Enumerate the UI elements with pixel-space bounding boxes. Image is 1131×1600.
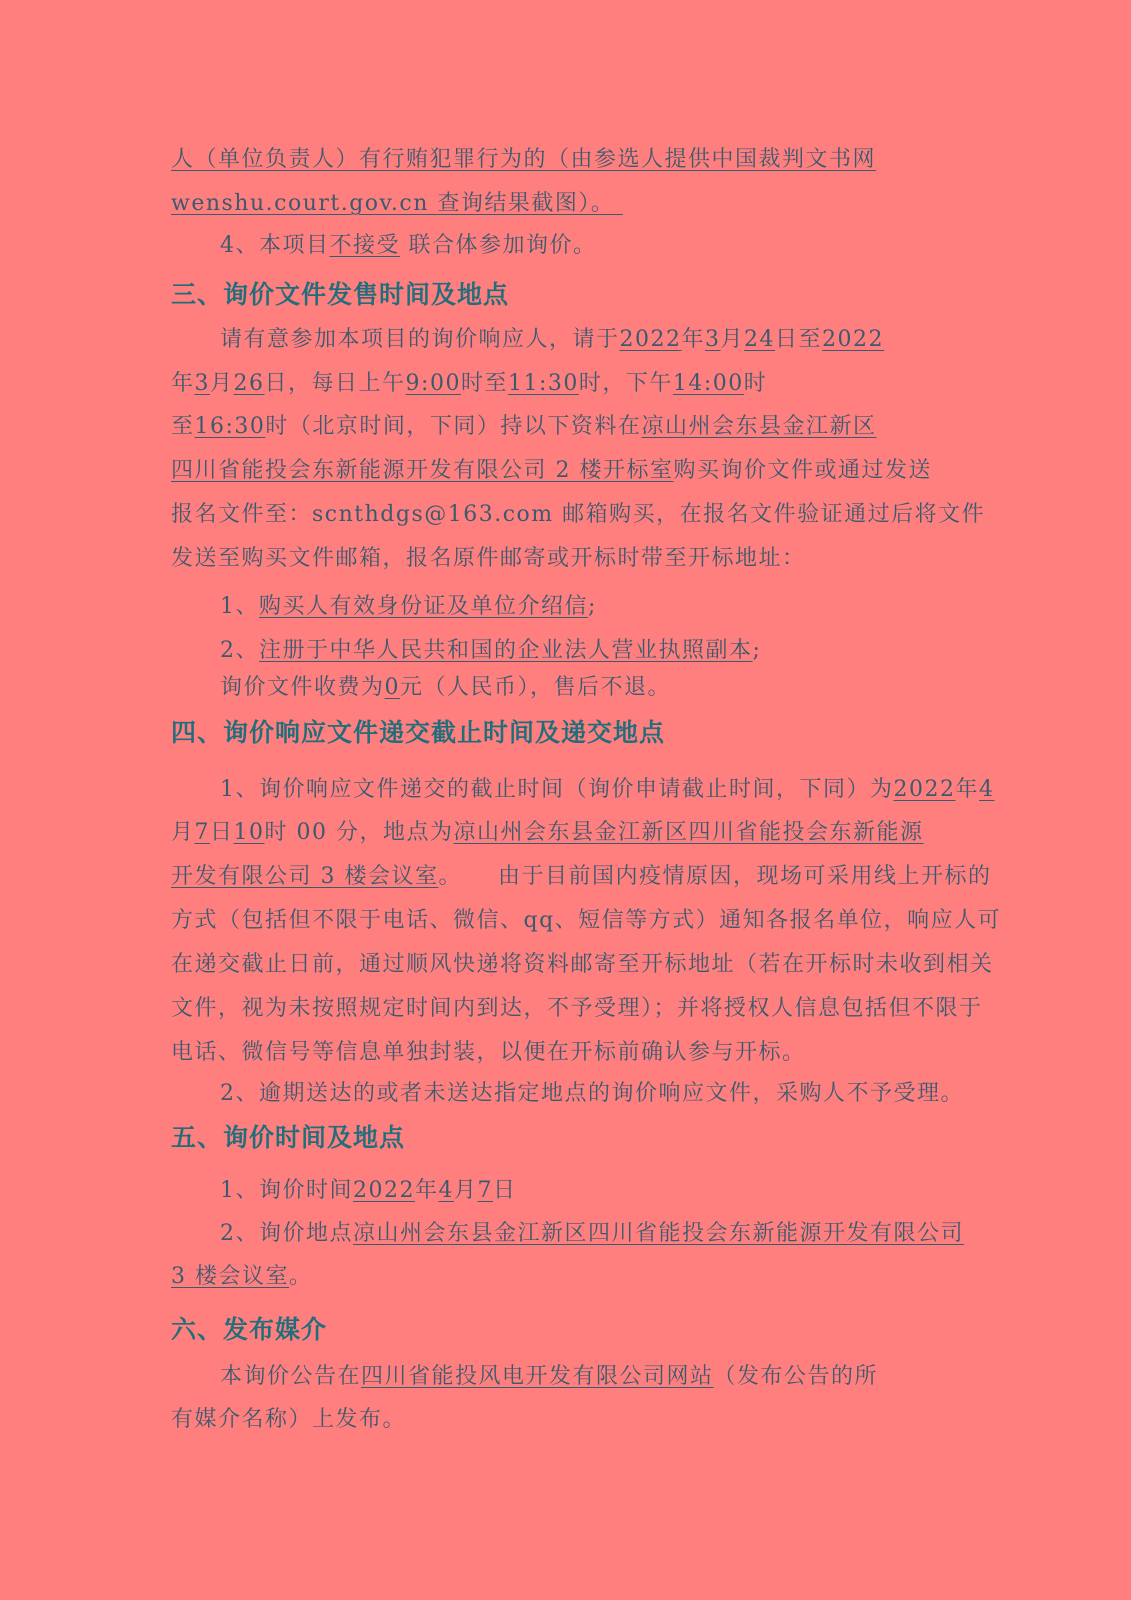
submit-location-part-1: 凉山州会东县金江新区四川省能投会东新能源 [453, 820, 924, 845]
s6-line-1 [220, 1362, 961, 1392]
text: 2、 [220, 638, 259, 663]
text: 2、询价地点 [220, 1221, 353, 1246]
text: 日，每日上午 [264, 371, 406, 396]
s4-line-8: 2、逾期送达的或者未送达指定地点的询价响应文件，采购人不予受理。 [220, 1081, 964, 1106]
deadline-day: 7 [194, 820, 211, 845]
s3-item-2 [220, 636, 961, 666]
text: 本询价公告在 [220, 1364, 362, 1389]
submit-location-part-2: 开发有限公司 3 楼会议室 [171, 864, 439, 889]
text: 时 00 分，地点为 [264, 820, 454, 845]
consortium-value: 不接受 [329, 233, 401, 258]
s5-line-2 [220, 1219, 965, 1249]
text: 至 [171, 414, 195, 439]
text: 由于目前国内疫情原因，现场可采用线上开标的 [498, 864, 992, 889]
text: 月 [210, 371, 234, 396]
s3-para-line-4 [171, 456, 961, 486]
inquiry-location-part-1: 凉山州会东县金江新区四川省能投会东新能源开发有限公司 [353, 1221, 965, 1246]
s4-line-3 [171, 862, 992, 892]
sale-end-day: 26 [233, 371, 265, 396]
text: 元（人民币），售后不退。 [400, 675, 672, 700]
s4-line-2 [171, 818, 961, 848]
sale-start-month: 3 [705, 327, 721, 352]
text: 1、询价响应文件递交的截止时间（询价申请截止时间，下同）为 [220, 777, 894, 802]
s6-line-2: 有媒介名称）上发布。 [171, 1407, 407, 1432]
text: 月 [720, 327, 745, 352]
s4-line-1 [220, 775, 995, 805]
text: 时至 [460, 371, 508, 396]
s3-para-line-6: 发送至购买文件邮箱，报名原件邮寄或开标时带至开标地址： [171, 546, 806, 571]
inquiry-location-part-2: 3 楼会议室 [171, 1264, 289, 1289]
text: 时（北京时间，下同）持以下资料在 [265, 414, 642, 439]
sale-start-year: 2022 [619, 327, 682, 352]
text: 询价文件收费为 [220, 675, 385, 700]
sale-location-part-1: 凉山州会东县金江新区 [641, 414, 877, 439]
sale-end-year: 2022 [822, 327, 885, 352]
required-doc-1: 购买人有效身份证及单位介绍信 [259, 594, 589, 619]
afternoon-end-time: 16:30 [194, 414, 266, 439]
text: 时 [743, 371, 768, 396]
court-website-note: wenshu.court.gov.cn 查询结果截图）。 [171, 191, 615, 216]
text: ; [588, 594, 597, 619]
morning-end-time: 11:30 [507, 371, 579, 396]
text: 1、询价时间 [220, 1178, 353, 1203]
s3-para-line-5: 报名文件至：scnthdgs@163.com 邮箱购买，在报名文件验证通过后将文件 [171, 502, 986, 527]
text: 月 [171, 820, 195, 845]
afternoon-start-time: 14:00 [672, 371, 744, 396]
item4-suffix: 联合体参加询价。 [408, 233, 597, 258]
section-5-heading: 五、询价时间及地点 [171, 1123, 406, 1152]
required-doc-2: 注册于中华人民共和国的企业法人营业执照副本 [259, 638, 753, 663]
deadline-hour: 10 [233, 820, 265, 845]
text: 。 [438, 864, 462, 889]
text: 购买询价文件或通过发送 [673, 458, 933, 483]
text: 日至 [775, 327, 823, 352]
deadline-month: 4 [979, 777, 995, 802]
deadline-year: 2022 [893, 777, 956, 802]
text: ; [752, 638, 762, 663]
text: 1、 [220, 594, 259, 619]
inquiry-year: 2022 [353, 1178, 415, 1203]
section-4-heading: 四、询价响应文件递交截止时间及递交地点 [171, 718, 666, 747]
text: 时，下午 [578, 371, 673, 396]
text: 年 [415, 1178, 439, 1203]
s4-line-5: 在递交截止日前，通过顺风快递将资料邮寄至开标地址（若在开标时未收到相关 [171, 952, 994, 977]
s5-line-1 [220, 1176, 961, 1206]
sale-start-day: 24 [744, 327, 776, 352]
s4-line-7: 电话、微信号等信息单独封装，以便在开标前确认参与开标。 [171, 1040, 806, 1065]
text: 。 [289, 1264, 313, 1289]
publish-media: 四川省能投风电开发有限公司网站 [361, 1364, 714, 1389]
document-fee: 0 [384, 675, 401, 700]
text: 日 [493, 1178, 517, 1203]
inquiry-day: 7 [477, 1178, 494, 1203]
s2-text-line-1: 人（单位负责人）有行贿犯罪行为的（由参选人提供中国裁判文书网 [171, 147, 877, 172]
text: 请有意参加本项目的询价响应人，请于 [220, 327, 620, 352]
sale-location-part-2: 四川省能投会东新能源开发有限公司 2 楼开标室 [171, 458, 674, 483]
text: （发布公告的所 [713, 1364, 879, 1389]
s3-para-line-1 [220, 325, 961, 355]
s3-para-line-3 [171, 412, 961, 442]
text: 日 [210, 820, 234, 845]
text: 年 [681, 327, 706, 352]
s4-line-4: 方式（包括但不限于电话、微信、qq、短信等方式）通知各报名单位，响应人可 [171, 908, 1002, 933]
item4-prefix: 4、本项目 [220, 233, 330, 258]
section-6-heading: 六、发布媒介 [171, 1315, 328, 1344]
s2-item-4 [220, 231, 961, 261]
text: 月 [454, 1178, 478, 1203]
text: 年 [955, 777, 980, 802]
s2-text-line-2 [171, 189, 961, 219]
text: 年 [171, 371, 195, 396]
s4-line-6: 文件，视为未按照规定时间内到达，不予受理）；并将授权人信息包括但不限于 [171, 996, 983, 1021]
inquiry-month: 4 [438, 1178, 455, 1203]
section-3-heading: 三、询价文件发售时间及地点 [171, 280, 510, 309]
morning-start-time: 9:00 [405, 371, 461, 396]
s3-para-line-2 [171, 369, 961, 399]
s3-item-1 [220, 592, 961, 622]
sale-end-month: 3 [194, 371, 211, 396]
s5-line-3 [171, 1262, 961, 1292]
s3-fee-line [220, 673, 961, 703]
